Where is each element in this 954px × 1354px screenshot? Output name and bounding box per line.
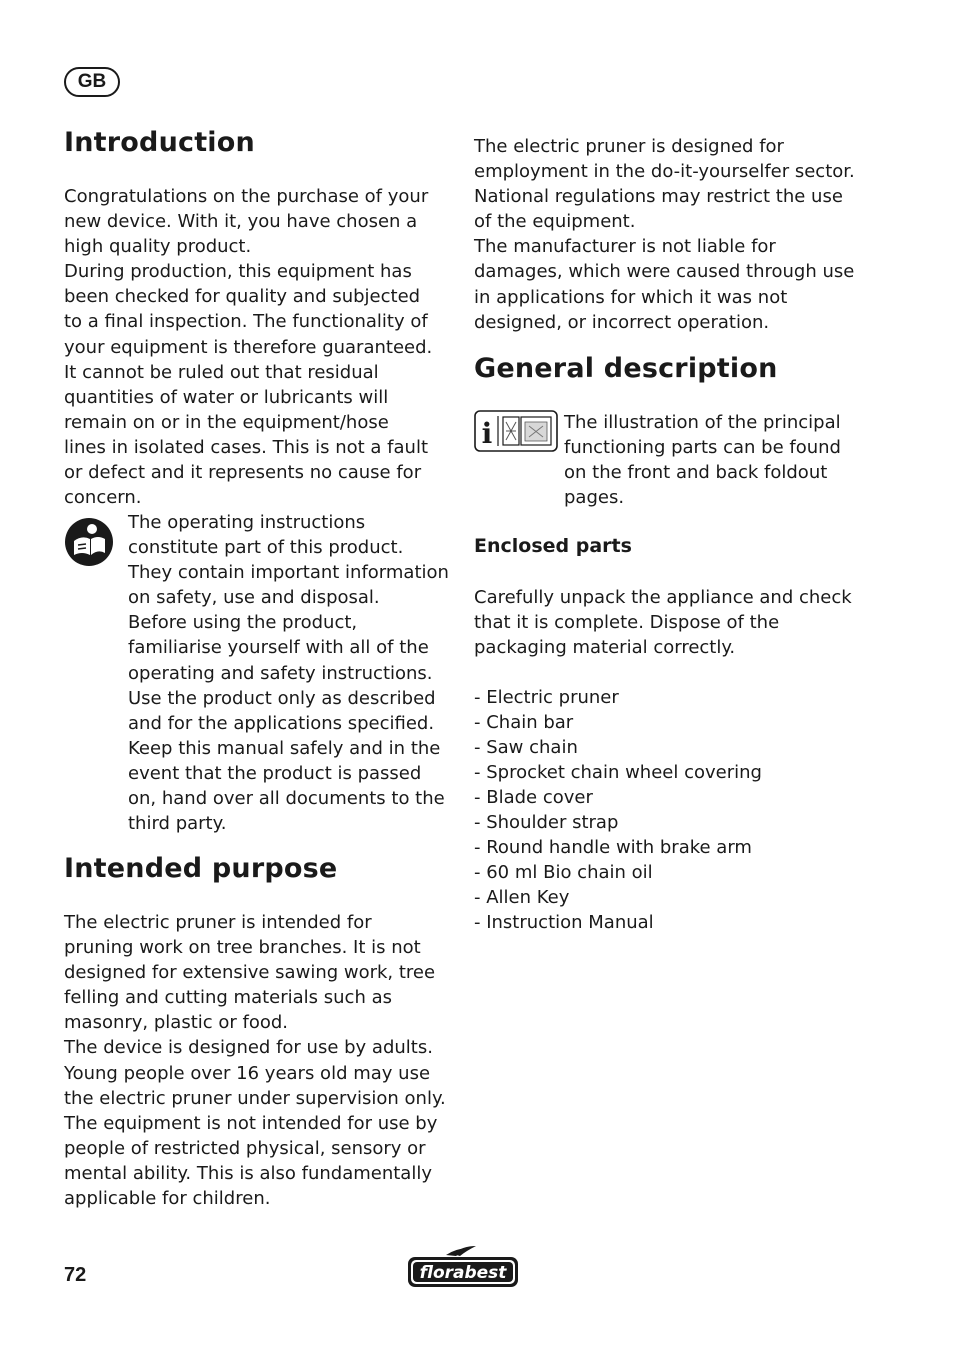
- list-item: - Round handle with brake arm: [474, 837, 752, 858]
- paragraph: The manufacturer is not liable for damages, which were caused through use in applications for which it was not designed, or incorrect operation.: [474, 236, 855, 333]
- paragraph: Before using the product, familiarise yourself with all of the operating and safety instructions. Use the product only as described and for the applications specified.: [128, 612, 436, 734]
- paragraph: Keep this manual safely and in the event that the product is passed on, hand over all documents to the third party.: [128, 737, 445, 835]
- paragraph: The electric pruner is designed for employment in the do-it-yourselfer sector.: [474, 136, 855, 183]
- paragraph: The equipment is not intended for use by people of restricted physical, sensory or mental ability. This is also fundamentally applicable for children.: [64, 1112, 438, 1210]
- list-item: - Shoulder strap: [474, 812, 619, 833]
- page-number: 72: [64, 1264, 87, 1286]
- language-badge: GB: [64, 67, 120, 97]
- info-text: The illustration of the principal functioning parts can be found on the front and back foldout pages.: [564, 412, 841, 509]
- enclosed-parts-text: Carefully unpack the appliance and check that it is complete. Dispose of the packaging material correctly.: [474, 587, 852, 659]
- introduction-text: [64, 184, 436, 510]
- list-item: - Electric pruner: [474, 687, 619, 708]
- info-foldout-icon: [474, 410, 558, 452]
- safety-note-text: [128, 510, 450, 836]
- introduction-heading: Introduction: [64, 127, 255, 158]
- intended-purpose-text: [64, 910, 446, 1211]
- paragraph: The device is designed for use by adults. Young people over 16 years old may use the electric pruner under supervision only.: [64, 1037, 446, 1109]
- logo-text: florabest: [419, 1263, 507, 1283]
- general-description-heading: General description: [474, 353, 778, 384]
- list-item: - Instruction Manual: [474, 912, 654, 933]
- read-manual-icon: [64, 517, 114, 567]
- intended-purpose-heading: Intended purpose: [64, 853, 338, 884]
- list-item: - 60 ml Bio chain oil: [474, 862, 653, 883]
- paragraph: The electric pruner is intended for pruning work on tree branches. It is not designed for extensive sawing work, tree felling and cutting materials such as masonry, plastic or food.: [64, 912, 436, 1034]
- list-item: - Blade cover: [474, 787, 593, 808]
- parts-list: [474, 685, 854, 935]
- florabest-logo: [406, 1246, 520, 1290]
- usage-notes-text: [474, 134, 860, 335]
- svg-text:i: i: [481, 417, 493, 450]
- enclosed-parts-heading: Enclosed parts: [474, 535, 632, 557]
- paragraph: During production, this equipment has been checked for quality and subjected to a final inspection. The functionality of your equipment is therefore guaranteed. It cannot be ruled out that residual quantities of water or lubricants will remain on or in the equipment/hose lines in isolated cases. This is not a fault or defect and it represents no cause for concern.: [64, 261, 433, 509]
- list-item: - Saw chain: [474, 737, 578, 758]
- list-item: - Chain bar: [474, 712, 574, 733]
- paragraph: Congratulations on the purchase of your new device. With it, you have chosen a high quality product.: [64, 186, 429, 258]
- paragraph: The operating instructions constitute part of this product. They contain important information on safety, use and disposal.: [128, 512, 449, 609]
- list-item: - Allen Key: [474, 887, 570, 908]
- list-item: - Sprocket chain wheel covering: [474, 762, 762, 783]
- paragraph: National regulations may restrict the use of the equipment.: [474, 186, 843, 233]
